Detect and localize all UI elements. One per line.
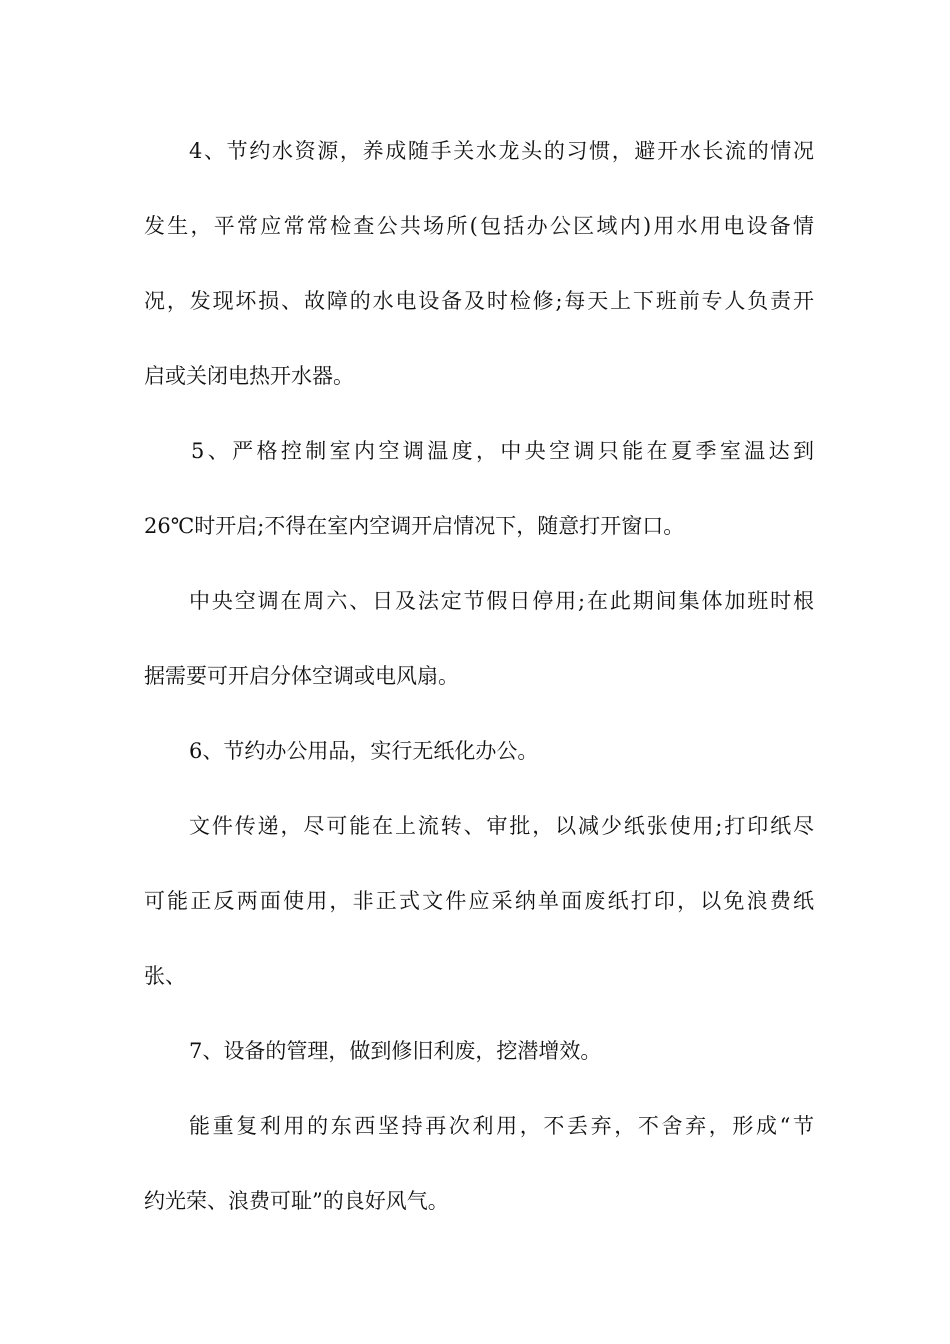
- paragraph-4-line-4: 启或关闭电热开水器。: [144, 364, 354, 388]
- paragraph-ac-line-2: 据需要可开启分体空调或电风扇。: [144, 664, 459, 688]
- paragraph-4-line-2: 发生，平常应常常检查公共场所(包括办公区域内)用水用电设备情: [144, 214, 814, 238]
- paragraph-ac-line-1: 中央空调在周六、日及法定节假日停用;在此期间集体加班时根: [189, 589, 814, 613]
- paragraph-4-line-3: 况，发现坏损、故障的水电设备及时检修;每天上下班前专人负责开: [144, 289, 814, 313]
- paragraph-5-line-2: 26℃时开启;不得在室内空调开启情况下，随意打开窗口。: [144, 514, 685, 538]
- paragraph-7-line-1: 7、设备的管理，做到修旧利废，挖潜增效。: [189, 1039, 602, 1063]
- paragraph-6-line-1: 6、节约办公用品，实行无纸化办公。: [189, 739, 539, 763]
- paragraph-4-line-1: 4、节约水资源，养成随手关水龙头的习惯，避开水长流的情况: [189, 139, 814, 163]
- paragraph-paper-line-1: 文件传递，尽可能在上流转、审批，以减少纸张使用;打印纸尽: [189, 814, 814, 838]
- paragraph-5-line-1: 5、严格控制室内空调温度，中央空调只能在夏季室温达到: [191, 439, 814, 463]
- paragraph-reuse-line-2: 约光荣、浪费可耻”的良好风气。: [144, 1189, 449, 1213]
- paragraph-reuse-line-1: 能重复利用的东西坚持再次利用，不丢弃，不舍弃，形成“节: [189, 1114, 814, 1138]
- paragraph-paper-line-2: 可能正反两面使用，非正式文件应采纳单面废纸打印，以免浪费纸: [144, 889, 814, 913]
- paragraph-paper-line-3: 张、: [144, 964, 186, 988]
